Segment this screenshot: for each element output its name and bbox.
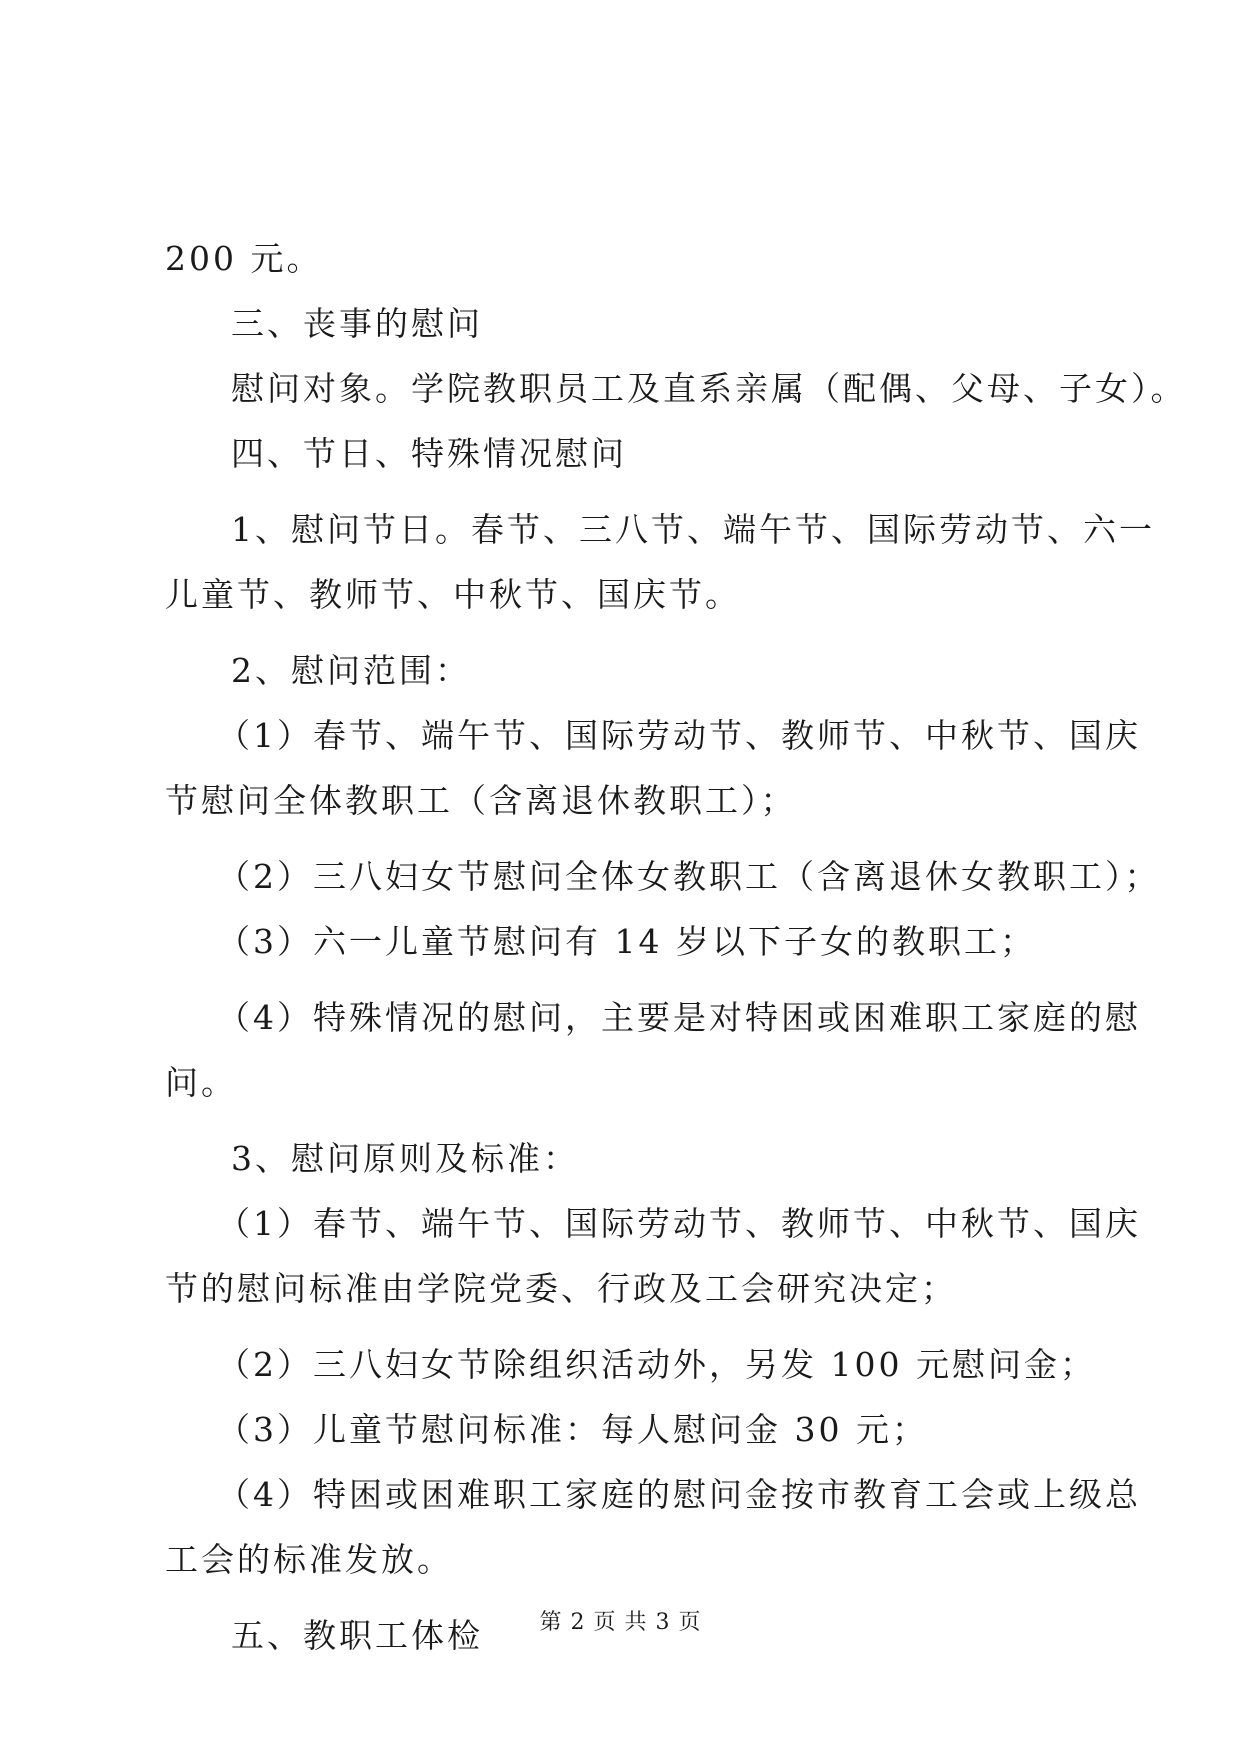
list-item: （4）特殊情况的慰问，主要是对特困或困难职工家庭的慰: [217, 998, 1141, 1037]
paragraph-line: 3、慰问原则及标准：: [231, 1139, 579, 1178]
paragraph-line: 1、慰问节日。春节、三八节、端午节、国际劳动节、六一: [231, 510, 1155, 549]
paragraph-line: 200 元。: [165, 239, 323, 278]
list-item: （3）六一儿童节慰问有 14 岁以下子女的教职工；: [217, 922, 1036, 961]
list-item: （3）儿童节慰问标准：每人慰问金 30 元；: [217, 1410, 928, 1449]
section-heading: 四、节日、特殊情况慰问: [231, 434, 627, 473]
paragraph-line: 儿童节、教师节、中秋节、国庆节。: [165, 575, 741, 614]
section-heading: 五、教职工体检: [231, 1616, 483, 1655]
list-item: （2）三八妇女节除组织活动外，另发 100 元慰问金；: [217, 1345, 1096, 1384]
list-item: （1）春节、端午节、国际劳动节、教师节、中秋节、国庆: [217, 1204, 1141, 1243]
list-item: （2）三八妇女节慰问全体女教职工（含离退休女教职工）；: [217, 857, 1161, 896]
paragraph-line: 节的慰问标准由学院党委、行政及工会研究决定；: [165, 1269, 957, 1308]
paragraph-line: 问。: [165, 1063, 237, 1102]
paragraph-line: 慰问对象。学院教职员工及直系亲属（配偶、父母、子女）。: [231, 369, 1187, 408]
list-item: （4）特困或困难职工家庭的慰问金按市教育工会或上级总: [217, 1475, 1141, 1514]
paragraph-line: 2、慰问范围：: [231, 651, 471, 690]
paragraph-line: 工会的标准发放。: [165, 1540, 453, 1579]
page-number-footer: 第 2 页 共 3 页: [539, 1610, 702, 1635]
section-heading: 三、丧事的慰问: [231, 304, 483, 343]
paragraph-line: 节慰问全体教职工（含离退休教职工）；: [165, 781, 797, 820]
document-body: [165, 230, 1187, 1672]
list-item: （1）春节、端午节、国际劳动节、教师节、中秋节、国庆: [217, 716, 1141, 755]
